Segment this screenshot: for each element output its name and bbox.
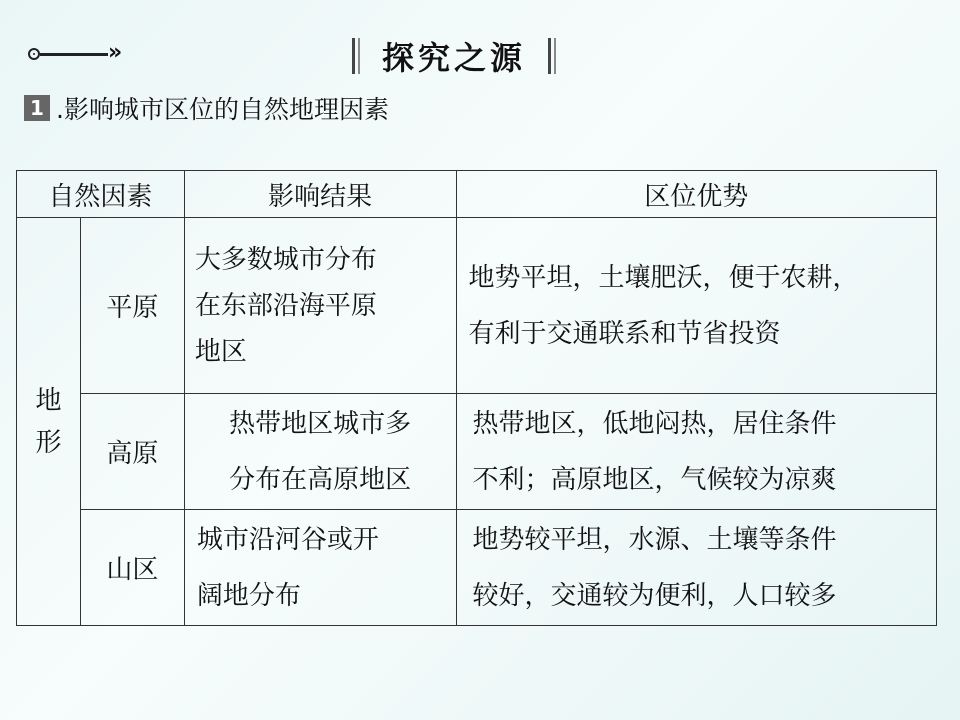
factor-table bbox=[16, 170, 937, 626]
group-label-char: 形 bbox=[35, 427, 62, 458]
effect-cell bbox=[184, 510, 456, 626]
title-bar-left bbox=[352, 38, 360, 74]
effect-line: 在东部沿海平原 bbox=[194, 290, 377, 321]
advantage-line: 热带地区，低地闷热，居住条件 bbox=[472, 408, 837, 439]
title-bar-right bbox=[548, 38, 556, 74]
factor-cell: 山区 bbox=[80, 510, 184, 626]
bullet-arrow-icon: » bbox=[28, 44, 128, 66]
advantage-line: 不利；高原地区，气候较为凉爽 bbox=[472, 464, 837, 495]
effect-line: 城市沿河谷或开 bbox=[196, 524, 379, 555]
effect-line: 分布在高原地区 bbox=[229, 464, 412, 495]
subtitle-number: 1 bbox=[24, 95, 50, 121]
table-row bbox=[17, 510, 937, 626]
subtitle bbox=[24, 92, 389, 124]
subtitle-text: .影响城市区位的自然地理因素 bbox=[56, 95, 389, 124]
effect-line: 阔地分布 bbox=[196, 580, 301, 611]
header-effect: 影响结果 bbox=[184, 171, 456, 218]
advantage-cell bbox=[456, 394, 936, 510]
table-row bbox=[17, 218, 937, 394]
header-advantage: 区位优势 bbox=[456, 171, 936, 218]
table-row bbox=[17, 394, 937, 510]
advantage-line: 有利于交通联系和节省投资 bbox=[468, 318, 781, 349]
group-label-char: 地 bbox=[35, 385, 62, 416]
effect-cell bbox=[184, 394, 456, 510]
table-header-row bbox=[17, 171, 937, 218]
effect-cell bbox=[184, 218, 456, 394]
effect-line: 热带地区城市多 bbox=[229, 408, 412, 439]
advantage-line: 地势平坦，土壤肥沃，便于农耕， bbox=[468, 262, 859, 293]
advantage-cell bbox=[456, 218, 936, 394]
header-factor: 自然因素 bbox=[17, 171, 185, 218]
advantage-line: 较好，交通较为便利，人口较多 bbox=[472, 580, 837, 611]
factor-cell: 高原 bbox=[80, 394, 184, 510]
advantage-cell bbox=[456, 510, 936, 626]
effect-line: 大多数城市分布 bbox=[194, 244, 377, 275]
group-label-cell bbox=[17, 218, 81, 626]
effect-line: 地区 bbox=[194, 336, 247, 367]
section-title-text: 探究之源 bbox=[382, 39, 527, 77]
section-title bbox=[352, 36, 556, 76]
advantage-line: 地势较平坦，水源、土壤等条件 bbox=[472, 524, 837, 555]
factor-cell: 平原 bbox=[80, 218, 184, 394]
